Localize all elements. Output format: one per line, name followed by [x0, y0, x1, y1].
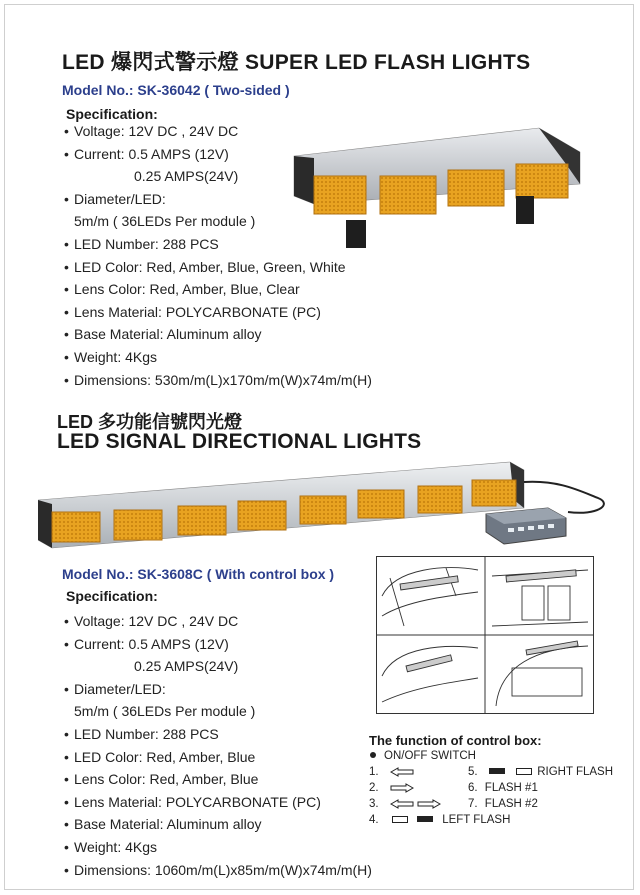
signal-directional-light-image [38, 460, 610, 558]
spec-text: Base Material: Aluminum alloy [74, 816, 262, 833]
bullet-icon: • [64, 748, 69, 765]
spec-row [64, 723, 372, 746]
bullet-icon: • [64, 190, 69, 207]
spec-text: Current: 0.5 AMPS (12V) [74, 635, 229, 652]
function-row-1 [369, 766, 414, 778]
spec-text: Diameter/LED: [74, 190, 166, 207]
bullet-icon: • [64, 861, 69, 878]
section1-title: LED 爆閃式警示燈 SUPER LED FLASH LIGHTS [62, 51, 531, 74]
control-box-heading: The function of control box: [369, 733, 542, 748]
spec-text: Lens Color: Red, Amber, Blue, Clear [74, 281, 300, 298]
spec-row [64, 301, 372, 324]
spec-text: 5m/m ( 36LEDs Per module ) [74, 703, 256, 720]
spec-text: Voltage: 12V DC , 24V DC [74, 613, 239, 629]
spec-row [64, 633, 372, 656]
bullet-icon: • [64, 725, 69, 742]
section2-title-chinese: LED 多功能信號閃光燈 [57, 412, 243, 432]
spec-text: Lens Material: POLYCARBONATE (PC) [74, 793, 321, 810]
function-number: 4. [369, 814, 379, 826]
function-row-4 [369, 814, 510, 826]
spec-text: 5m/m ( 36LEDs Per module ) [74, 213, 256, 230]
spec-row [64, 700, 372, 723]
outline-bar-icon [392, 816, 408, 823]
spec-row [64, 746, 372, 769]
solid-bar-icon [417, 816, 433, 822]
spec-text: Dimensions: 1060m/m(L)x85m/m(W)x74m/m(H) [74, 861, 372, 878]
spec-text: Dimensions: 530m/m(L)x170m/m(W)x74m/m(H) [74, 371, 372, 388]
bullet-icon: • [64, 281, 69, 298]
spec-row [64, 678, 372, 701]
spec-row [64, 278, 372, 301]
bullet-icon: • [64, 258, 69, 275]
function-row-5 [468, 766, 613, 778]
section2-title-english: LED SIGNAL DIRECTIONAL LIGHTS [57, 430, 422, 453]
bullet-icon: • [64, 348, 69, 365]
spec-text: LED Color: Red, Amber, Blue, Green, White [74, 258, 346, 275]
spec-row [64, 369, 372, 392]
flash-2-label: FLASH #2 [484, 798, 538, 810]
spec-row [64, 791, 372, 814]
spec-text: LED Number: 288 PCS [74, 235, 219, 252]
spec-row [64, 836, 372, 859]
right-flash-label: RIGHT FLASH [537, 766, 614, 778]
flash-1-label: FLASH #1 [484, 782, 538, 794]
spec-text: Diameter/LED: [74, 680, 166, 697]
section1-spec-heading: Specification: [66, 106, 158, 122]
bullet-icon: • [64, 680, 69, 697]
bullet-icon: • [64, 303, 69, 320]
spec-row [64, 813, 372, 836]
left-arrow-icon [390, 799, 414, 809]
onoff-switch-label: ON/OFF SWITCH [384, 750, 476, 762]
onoff-switch-row [369, 750, 476, 762]
outline-bar-icon [516, 768, 532, 775]
super-led-flash-light-image [284, 124, 584, 252]
bullet-icon: • [64, 235, 69, 252]
bullet-icon: • [64, 371, 69, 388]
spec-row [64, 346, 372, 369]
bullet-icon: • [64, 793, 69, 810]
section1-model: Model No.: SK-36042 ( Two-sided ) [62, 82, 290, 98]
function-number: 7. [468, 798, 478, 810]
bullet-dot-icon [370, 752, 376, 758]
spec-row [64, 768, 372, 791]
spec-text: LED Color: Red, Amber, Blue [74, 748, 256, 765]
spec-text: Weight: 4Kgs [74, 838, 158, 855]
spec-row [64, 859, 372, 882]
spec-text: Voltage: 12V DC , 24V DC [74, 123, 239, 139]
spec-row [64, 323, 372, 346]
bullet-icon: • [64, 771, 69, 788]
spec-row [64, 655, 372, 678]
spec-text: LED Number: 288 PCS [74, 725, 219, 742]
function-row-3 [369, 798, 441, 810]
spec-text: Weight: 4Kgs [74, 348, 158, 365]
function-number: 1. [369, 766, 379, 778]
spec-text: Lens Color: Red, Amber, Blue [74, 771, 259, 788]
installation-illustrations [376, 556, 594, 714]
section2-spec-list [64, 610, 372, 881]
bullet-icon: • [64, 613, 69, 629]
function-number: 6. [468, 782, 478, 794]
function-row-6 [468, 782, 538, 794]
bullet-icon: • [64, 838, 69, 855]
function-number: 2. [369, 782, 379, 794]
section2-spec-heading: Specification: [66, 588, 158, 604]
bullet-icon: • [64, 816, 69, 833]
right-arrow-icon [417, 799, 441, 809]
section2-model: Model No.: SK-3608C ( With control box ) [62, 566, 335, 582]
left-flash-label: LEFT FLASH [442, 814, 511, 826]
bullet-icon: • [64, 145, 69, 162]
function-row-7 [468, 798, 538, 810]
bullet-icon: • [64, 635, 69, 652]
right-arrow-icon [390, 783, 414, 793]
function-number: 3. [369, 798, 379, 810]
bullet-icon: • [64, 123, 69, 139]
spec-row [64, 256, 372, 279]
function-number: 5. [468, 766, 478, 778]
spec-text: 0.25 AMPS(24V) [134, 658, 239, 675]
spec-text: Lens Material: POLYCARBONATE (PC) [74, 303, 321, 320]
spec-text: Base Material: Aluminum alloy [74, 326, 262, 343]
bullet-icon: • [64, 326, 69, 343]
solid-bar-icon [489, 768, 505, 774]
spec-row [64, 610, 372, 633]
spec-text: Current: 0.5 AMPS (12V) [74, 145, 229, 162]
function-row-2 [369, 782, 414, 794]
left-arrow-icon [390, 767, 414, 777]
spec-text: 0.25 AMPS(24V) [134, 168, 239, 185]
